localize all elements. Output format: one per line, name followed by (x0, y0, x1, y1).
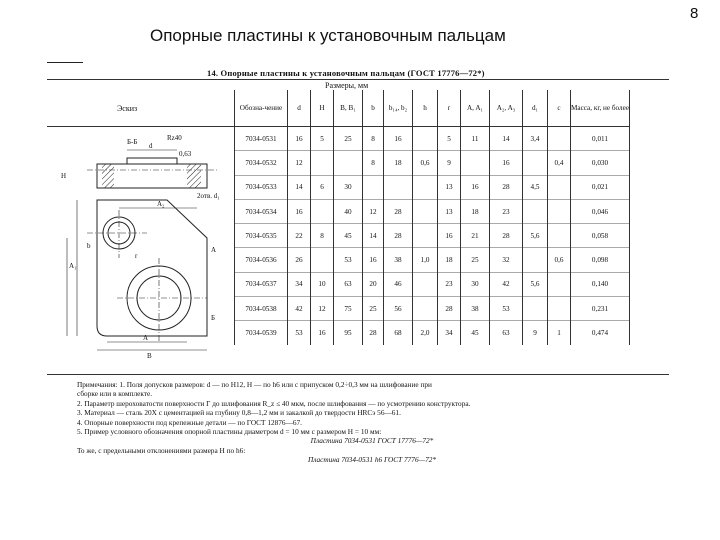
chamfer-label: 0,63 (179, 150, 192, 158)
table-cell: 28 (384, 224, 413, 248)
table-cell: 16 (311, 321, 334, 345)
dim-a1-label: A₁ (69, 262, 77, 270)
table-cell: 21 (461, 224, 490, 248)
table-cell: 28 (384, 199, 413, 223)
table-cell: 7034-0539 (235, 321, 288, 345)
table-cell: 46 (384, 272, 413, 296)
table-row (235, 199, 630, 223)
page-number: 8 (690, 5, 699, 22)
table-cell: 8 (311, 224, 334, 248)
table-cell: 14 (363, 224, 384, 248)
table-cell: 0,030 (571, 151, 630, 175)
header-b: b (363, 90, 384, 127)
table-cell: 5 (311, 127, 334, 151)
table-cell: 25 (363, 297, 384, 321)
table-cell: 63 (334, 272, 363, 296)
table-cell: 38 (384, 248, 413, 272)
table-cell: 13 (438, 175, 461, 199)
table-cell: 5 (438, 127, 461, 151)
header-a-a1: A, A₁ (461, 90, 490, 127)
table-cell: 4,5 (523, 175, 548, 199)
table-cell: 18 (384, 151, 413, 175)
table-cell: 16 (461, 175, 490, 199)
table-cell: 28 (438, 297, 461, 321)
table-cell: 2,0 (413, 321, 438, 345)
table-cell (363, 175, 384, 199)
table-cell: 0,021 (571, 175, 630, 199)
note-line: То же, с предельными отклонениями размера H по h6: (77, 445, 246, 455)
header-designation: Обозна-чение (235, 90, 288, 127)
table-cell: 0,098 (571, 248, 630, 272)
table-cell: 16 (288, 199, 311, 223)
table-cell: 68 (384, 321, 413, 345)
header-b14-b2: b₁₄, b₂ (384, 90, 413, 127)
table-cell: 7034-0532 (235, 151, 288, 175)
table-cell: 13 (438, 199, 461, 223)
table-cell (413, 272, 438, 296)
table-cell: 10 (311, 272, 334, 296)
table-cell (413, 175, 438, 199)
table-cell: 20 (363, 272, 384, 296)
table-cell: 23 (490, 199, 523, 223)
header-h: H (311, 90, 334, 127)
section-label: Б-Б (127, 138, 138, 146)
table-row (235, 175, 630, 199)
table-cell (548, 297, 571, 321)
table-cell: 7034-0533 (235, 175, 288, 199)
table-cell: 28 (490, 175, 523, 199)
dim-h-label: H (61, 172, 67, 180)
section-boss (127, 158, 177, 164)
table-cell: 0,231 (571, 297, 630, 321)
table-cell (413, 224, 438, 248)
table-row (235, 224, 630, 248)
table-cell: 0,046 (571, 199, 630, 223)
sizes-label: Размеры, мм (325, 81, 369, 90)
table-cell: 42 (490, 272, 523, 296)
dim-b-small-label: b (87, 242, 91, 250)
note-example: Пластина 7034-0531 ГОСТ 17776—72* (310, 436, 434, 446)
table-cell: 63 (490, 321, 523, 345)
table-cell: 7034-0531 (235, 127, 288, 151)
table-cell (548, 272, 571, 296)
table-row (235, 321, 630, 345)
dim-b-label: B (147, 352, 152, 360)
table-cell: 0,474 (571, 321, 630, 345)
table-cell (413, 199, 438, 223)
table-cell: 28 (363, 321, 384, 345)
table-cell: 18 (438, 248, 461, 272)
table-cell: 34 (288, 272, 311, 296)
header-h-small: h (413, 90, 438, 127)
table-cell (413, 127, 438, 151)
table-cell: 14 (490, 127, 523, 151)
table-cell: 5,6 (523, 224, 548, 248)
table-cell: 42 (288, 297, 311, 321)
table-cell (523, 151, 548, 175)
header-b-b1: B, B₁ (334, 90, 363, 127)
table-cell: 56 (384, 297, 413, 321)
note-example: Пластина 7034-0531 h6 ГОСТ 7776—72* (307, 455, 437, 465)
table-cell: 53 (490, 297, 523, 321)
table-cell (311, 151, 334, 175)
table-cell: 7034-0538 (235, 297, 288, 321)
view-a-label: А (211, 246, 217, 254)
table-cell: 38 (461, 297, 490, 321)
table-cell: 23 (438, 272, 461, 296)
table-cell: 53 (334, 248, 363, 272)
table-cell: 9 (523, 321, 548, 345)
table-cell (413, 297, 438, 321)
table-cell (548, 175, 571, 199)
table-cell: 26 (288, 248, 311, 272)
sketch-header: Эскиз (117, 104, 138, 113)
view-b-label: Б (211, 314, 216, 322)
table-cell: 32 (490, 248, 523, 272)
header-c: c (548, 90, 571, 127)
table-cell: 8 (363, 127, 384, 151)
table-cell (311, 199, 334, 223)
dim-a-label: A (143, 334, 149, 342)
note-line: 3. Материал — сталь 20Х с цементацией на глубину 0,8—1,2 мм и закалкой до твердости HRCэ 56—61. (77, 408, 401, 418)
table-cell (548, 127, 571, 151)
table-cell: 9 (438, 151, 461, 175)
table-cell: 0,140 (571, 272, 630, 296)
table-cell: 45 (334, 224, 363, 248)
table-row (235, 272, 630, 296)
table-cell: 5,6 (523, 272, 548, 296)
table-cell: 8 (363, 151, 384, 175)
header-mass: Масса, кг, не более (571, 90, 630, 127)
note-line: 5. Пример условного обозначения опорной пластины диаметром d = 10 мм с размером H = 10 мм: (77, 427, 382, 437)
hole-label: 2отв. d₁ (197, 192, 220, 200)
table-cell: 40 (334, 199, 363, 223)
header-r: r (438, 90, 461, 127)
table-cell (548, 224, 571, 248)
plan-outline (97, 200, 207, 336)
scanned-table-image (47, 62, 669, 482)
table-bottom-rule (47, 374, 669, 375)
table-cell: 12 (288, 151, 311, 175)
table-caption: 14. Опорные пластины к установочным пальцам (ГОСТ 17776—72*) (207, 68, 485, 78)
scan-top-rule (47, 62, 83, 63)
table-cell: 34 (438, 321, 461, 345)
header-d: d (288, 90, 311, 127)
table-cell (311, 248, 334, 272)
table-row (235, 151, 630, 175)
dim-a2-label: A₂ (157, 200, 165, 208)
table-cell (461, 151, 490, 175)
note-line: 4. Опорные поверхности под крепежные детали — по ГОСТ 12876—67. (77, 417, 302, 427)
note-line: 2. Параметр шероховатости поверхности Г до шлифования R_z ≤ 40 мкм, после шлифования — по усмотрению конструктора. (77, 398, 471, 408)
table-cell: 16 (363, 248, 384, 272)
table-row (235, 127, 630, 151)
note-line: Примечания: 1. Поля допусков размеров: d — по H12, H — по h6 или с припуском 0,2÷0,3 мм на шлифование при (77, 380, 432, 389)
slide-title: Опорные пластины к установочным пальцам (150, 26, 506, 45)
caption-rule (47, 79, 669, 80)
spec-table (234, 90, 630, 345)
note-line: сборке или в комплекте. (77, 389, 153, 399)
table-cell: 3,4 (523, 127, 548, 151)
table-cell: 16 (438, 224, 461, 248)
table-cell: 7034-0534 (235, 199, 288, 223)
table-cell: 16 (288, 127, 311, 151)
table-row (235, 297, 630, 321)
table-cell: 12 (311, 297, 334, 321)
table-cell: 16 (490, 151, 523, 175)
table-cell: 7034-0537 (235, 272, 288, 296)
header-d1: d₁ (523, 90, 548, 127)
spec-table-body (235, 127, 630, 345)
table-cell (548, 199, 571, 223)
table-cell: 12 (363, 199, 384, 223)
table-cell: 0,6 (413, 151, 438, 175)
table-cell: 25 (461, 248, 490, 272)
table-cell: 7034-0535 (235, 224, 288, 248)
table-cell: 16 (384, 127, 413, 151)
roughness-label: Rz40 (167, 134, 182, 142)
table-cell: 0,058 (571, 224, 630, 248)
table-cell (523, 199, 548, 223)
dim-r-label: r (135, 252, 138, 260)
table-cell: 30 (461, 272, 490, 296)
header-a2-a3: A₂, A₃ (490, 90, 523, 127)
table-cell (523, 248, 548, 272)
table-cell: 1 (548, 321, 571, 345)
table-cell: 75 (334, 297, 363, 321)
table-cell: 0,011 (571, 127, 630, 151)
table-notes (77, 380, 667, 465)
table-cell: 28 (490, 224, 523, 248)
table-cell (334, 151, 363, 175)
table-cell: 11 (461, 127, 490, 151)
table-cell: 1,0 (413, 248, 438, 272)
table-cell (384, 175, 413, 199)
table-cell: 7034-0536 (235, 248, 288, 272)
table-cell: 22 (288, 224, 311, 248)
technical-drawing (47, 98, 234, 368)
table-cell: 0,6 (548, 248, 571, 272)
table-cell: 95 (334, 321, 363, 345)
table-cell: 25 (334, 127, 363, 151)
table-cell (523, 297, 548, 321)
table-cell: 0,4 (548, 151, 571, 175)
table-row (235, 248, 630, 272)
dim-d-label: d (149, 142, 153, 150)
table-cell: 53 (288, 321, 311, 345)
table-cell: 18 (461, 199, 490, 223)
table-cell: 30 (334, 175, 363, 199)
table-cell: 14 (288, 175, 311, 199)
table-cell: 6 (311, 175, 334, 199)
table-cell: 45 (461, 321, 490, 345)
